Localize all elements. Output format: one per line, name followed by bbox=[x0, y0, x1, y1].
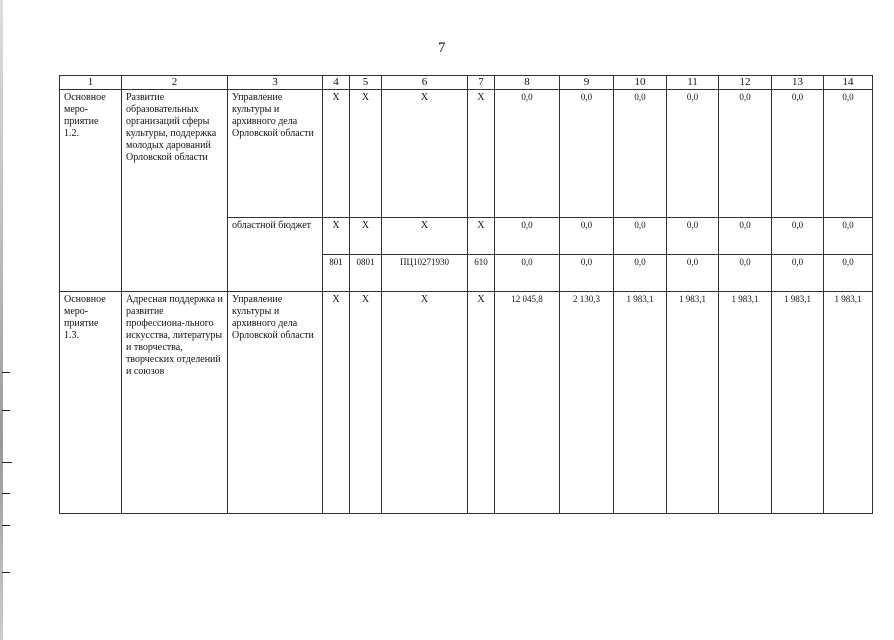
column-header: 14 bbox=[824, 76, 873, 90]
code-cell: 610 bbox=[468, 255, 495, 292]
column-header: 9 bbox=[560, 76, 614, 90]
table-row bbox=[60, 90, 873, 218]
column-header: 4 bbox=[323, 76, 350, 90]
value-cell: 0,0 bbox=[495, 255, 560, 292]
value-cell: 0,0 bbox=[667, 90, 719, 218]
column-header: 6 bbox=[382, 76, 468, 90]
code-cell: Х bbox=[382, 218, 468, 255]
code-cell: Х bbox=[323, 218, 350, 255]
value-cell: 0,0 bbox=[560, 255, 614, 292]
value-cell: 0,0 bbox=[772, 255, 824, 292]
scan-mark bbox=[2, 493, 10, 494]
column-header: 2 bbox=[122, 76, 228, 90]
code-cell: ПЦ10271930 bbox=[382, 255, 468, 292]
value-cell: 0,0 bbox=[824, 255, 873, 292]
code-cell: Х bbox=[382, 292, 468, 514]
event-description: Развитие образовательных организаций сферы культуры, поддержка молодых дарований Орловской области bbox=[122, 90, 228, 292]
value-cell: 1 983,1 bbox=[824, 292, 873, 514]
value-cell: 0,0 bbox=[824, 218, 873, 255]
scan-mark bbox=[2, 410, 10, 411]
value-cell: 12 045,8 bbox=[495, 292, 560, 514]
scan-edge bbox=[0, 0, 3, 640]
code-cell: 801 bbox=[323, 255, 350, 292]
executor-cell: Управление культуры и архивного дела Орловской области bbox=[228, 292, 323, 514]
column-header: 13 bbox=[772, 76, 824, 90]
value-cell: 0,0 bbox=[772, 218, 824, 255]
column-header: 3 bbox=[228, 76, 323, 90]
value-cell: 1 983,1 bbox=[614, 292, 667, 514]
value-cell: 0,0 bbox=[719, 218, 772, 255]
column-header: 7 bbox=[468, 76, 495, 90]
code-cell: Х bbox=[468, 292, 495, 514]
value-cell: 1 983,1 bbox=[719, 292, 772, 514]
header-row bbox=[60, 76, 873, 90]
value-cell: 1 983,1 bbox=[667, 292, 719, 514]
value-cell: 0,0 bbox=[495, 90, 560, 218]
column-header: 11 bbox=[667, 76, 719, 90]
value-cell: 0,0 bbox=[772, 90, 824, 218]
code-cell: Х bbox=[350, 292, 382, 514]
column-header: 5 bbox=[350, 76, 382, 90]
value-cell: 0,0 bbox=[614, 90, 667, 218]
event-name: Основное меро- приятие 1.3. bbox=[60, 292, 122, 514]
scan-mark bbox=[2, 525, 10, 526]
value-cell: 0,0 bbox=[560, 90, 614, 218]
value-cell: 2 130,3 bbox=[560, 292, 614, 514]
value-cell: 1 983,1 bbox=[772, 292, 824, 514]
code-cell: Х bbox=[350, 90, 382, 218]
code-cell: Х bbox=[323, 90, 350, 218]
code-cell: Х bbox=[323, 292, 350, 514]
column-header: 12 bbox=[719, 76, 772, 90]
value-cell: 0,0 bbox=[614, 218, 667, 255]
value-cell: 0,0 bbox=[667, 218, 719, 255]
code-cell: Х bbox=[468, 90, 495, 218]
column-header: 8 bbox=[495, 76, 560, 90]
executor-cell: областной бюджет bbox=[228, 218, 323, 292]
column-header: 1 bbox=[60, 76, 122, 90]
budget-table bbox=[59, 75, 873, 514]
value-cell: 0,0 bbox=[667, 255, 719, 292]
event-name: Основное меро- приятие 1.2. bbox=[60, 90, 122, 292]
code-cell: 0801 bbox=[350, 255, 382, 292]
value-cell: 0,0 bbox=[824, 90, 873, 218]
scan-mark bbox=[2, 372, 10, 373]
value-cell: 0,0 bbox=[719, 255, 772, 292]
value-cell: 0,0 bbox=[560, 218, 614, 255]
event-description: Адресная поддержка и развитие профессиона-льного искусства, литературы и творчества, творческих отделений и союзов bbox=[122, 292, 228, 514]
value-cell: 0,0 bbox=[614, 255, 667, 292]
page-number: 7 bbox=[438, 40, 446, 56]
executor-cell: Управление культуры и архивного дела Орловской области bbox=[228, 90, 323, 218]
code-cell: Х bbox=[350, 218, 382, 255]
scan-mark bbox=[2, 462, 12, 463]
value-cell: 0,0 bbox=[719, 90, 772, 218]
column-header: 10 bbox=[614, 76, 667, 90]
table-row bbox=[60, 292, 873, 514]
code-cell: Х bbox=[468, 218, 495, 255]
code-cell: Х bbox=[382, 90, 468, 218]
value-cell: 0,0 bbox=[495, 218, 560, 255]
scan-mark bbox=[2, 572, 10, 573]
